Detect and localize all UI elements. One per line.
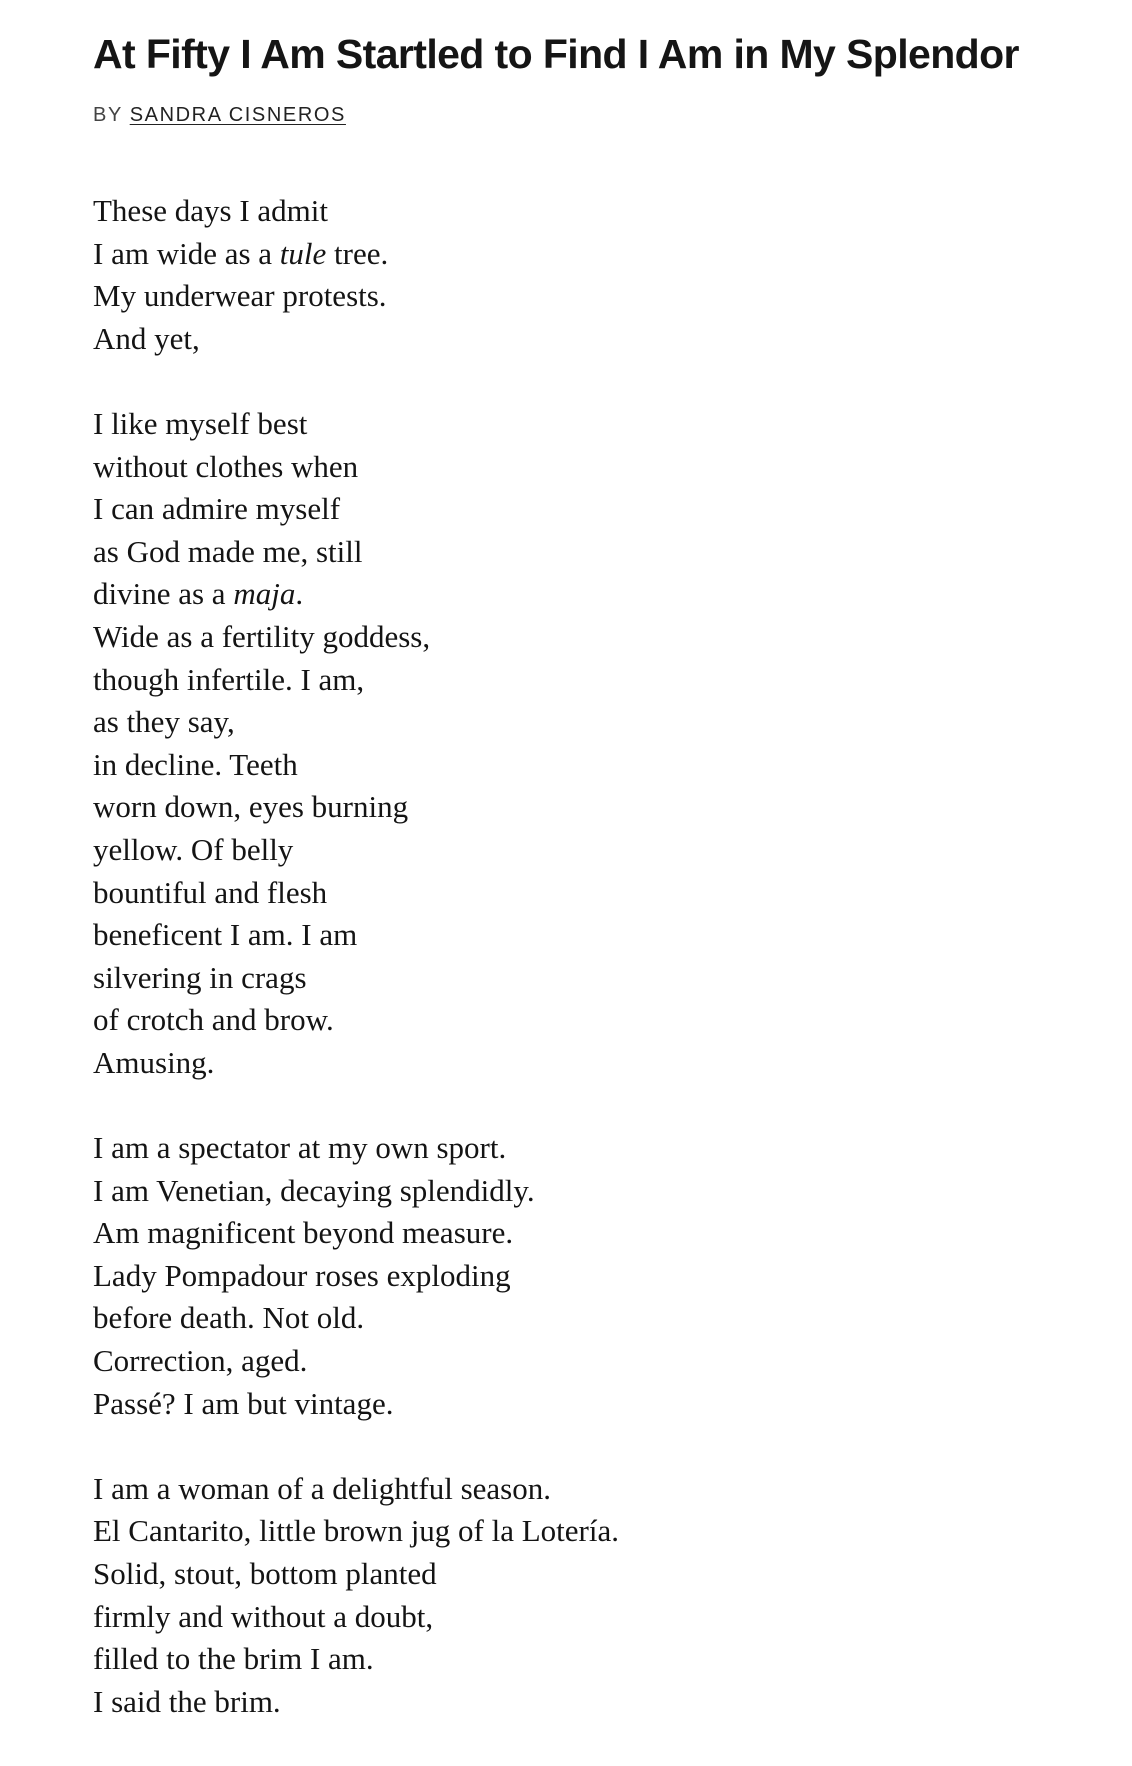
- poem-line: [93, 744, 1113, 787]
- line-text: tree.: [326, 235, 389, 271]
- poem-line: [93, 318, 1113, 361]
- line-text: before death. Not old.: [93, 1300, 365, 1336]
- poem-line: [93, 190, 1113, 233]
- line-text: filled to the brim I am.: [93, 1641, 374, 1677]
- author-link[interactable]: SANDRA CISNEROS: [129, 104, 346, 126]
- line-text: Wide as a fertility goddess,: [93, 618, 431, 654]
- line-text: divine as a: [93, 576, 234, 612]
- line-text: beneficent I am. I am: [93, 917, 358, 953]
- byline: [93, 102, 1113, 128]
- article: [93, 28, 1113, 1766]
- line-text: I said the brim.: [93, 1683, 281, 1719]
- poem-line: [93, 1340, 1113, 1383]
- poem-line: [93, 573, 1113, 616]
- line-text: I can admire myself: [93, 491, 341, 527]
- italic-word: maja: [233, 576, 296, 612]
- line-text: Passé? I am but vintage.: [93, 1385, 394, 1421]
- line-text: as God made me, still: [93, 533, 363, 569]
- poem-line: [93, 1596, 1113, 1639]
- stanza: [93, 403, 1113, 1085]
- poem-body: [93, 190, 1113, 1723]
- line-text: bountiful and flesh: [93, 874, 328, 910]
- poem-line: [93, 872, 1113, 915]
- italic-word: tule: [279, 235, 327, 271]
- line-text: though infertile. I am,: [93, 661, 365, 697]
- poem-line: [93, 957, 1113, 1000]
- line-text: These days I admit: [93, 193, 329, 228]
- line-text: Lady Pompadour roses exploding: [93, 1257, 511, 1293]
- line-text: I am wide as a: [93, 235, 280, 271]
- poem-line: [93, 488, 1113, 531]
- line-text: yellow. Of belly: [93, 831, 294, 867]
- poem-line: [93, 829, 1113, 872]
- poem-line: [93, 1212, 1113, 1255]
- poem-line: [93, 403, 1113, 446]
- line-text: .: [295, 576, 304, 612]
- poem-line: [93, 999, 1113, 1042]
- poem-title: At Fifty I Am Startled to Find I Am in My Splendor: [93, 31, 1019, 77]
- line-text: My underwear protests.: [93, 278, 387, 314]
- line-text: I am a woman of a delightful season.: [93, 1470, 551, 1506]
- line-text: as they say,: [93, 704, 235, 740]
- stanza: [93, 1468, 1113, 1724]
- line-text: I am Venetian, decaying splendidly.: [93, 1172, 535, 1208]
- poem-line: [93, 1297, 1113, 1340]
- poem-line: [93, 1042, 1113, 1085]
- stanza: [93, 1127, 1113, 1425]
- poem-line: [93, 659, 1113, 702]
- poem-line: [93, 1170, 1113, 1213]
- stanza: [93, 190, 1113, 360]
- line-text: firmly and without a doubt,: [93, 1598, 434, 1634]
- poem-line: [93, 1383, 1113, 1426]
- line-text: in decline. Teeth: [93, 746, 298, 782]
- poem-line: [93, 1553, 1113, 1596]
- poem-line: [93, 1510, 1113, 1553]
- poem-line: [93, 1127, 1113, 1170]
- line-text: Correction, aged.: [93, 1343, 308, 1379]
- line-text: silvering in crags: [93, 959, 307, 995]
- poem-line: [93, 233, 1113, 276]
- byline-prefix: BY: [93, 104, 130, 126]
- line-text: El Cantarito, little brown jug of la Lotería.: [93, 1513, 620, 1549]
- line-text: Amusing.: [93, 1044, 215, 1080]
- poem-line: [93, 914, 1113, 957]
- line-text: Solid, stout, bottom planted: [93, 1556, 437, 1591]
- poem-line: [93, 616, 1113, 659]
- poem-line: [93, 1638, 1113, 1681]
- poem-line: [93, 1468, 1113, 1511]
- line-text: Am magnificent beyond measure.: [93, 1215, 514, 1251]
- poem-line: [93, 786, 1113, 829]
- poem-line: [93, 446, 1113, 489]
- poem-line: [93, 275, 1113, 318]
- poem-line: [93, 1681, 1113, 1724]
- line-text: And yet,: [93, 320, 200, 356]
- poem-line: [93, 701, 1113, 744]
- line-text: I like myself best: [93, 405, 308, 441]
- line-text: without clothes when: [93, 448, 359, 484]
- line-text: of crotch and brow.: [93, 1002, 334, 1038]
- line-text: I am a spectator at my own sport.: [93, 1130, 507, 1166]
- poem-line: [93, 1255, 1113, 1298]
- poem-line: [93, 531, 1113, 574]
- line-text: worn down, eyes burning: [93, 789, 409, 825]
